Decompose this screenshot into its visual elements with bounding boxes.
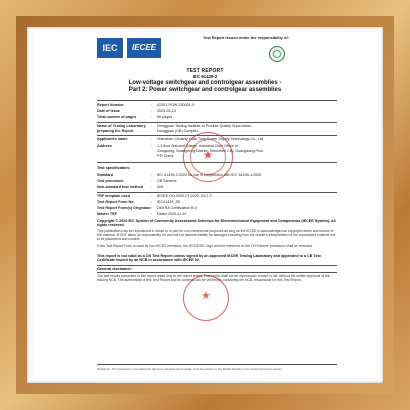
test-report-page: IEC IECEE Test Report issued under the responsibility of: TEST REPORT IEC 61439-2 Low-voltage switchgear and controlgear assemblies - Part 2: Power switchgear and controlgear assemblies Report Number : 02201-POW-230001-X Date of issue : 2023-04-13 Total number of pages : 90 pages Name of Testing Laboratory : Dongguan Testing Institute of Product Quality Supervision- preparing the Report Dongguan (CB) Complex Applicant's name : Shenzhen Chuang Yuan Tong Power Supply Technology Co., Ltd Address : 1-3 floor first and Village, Industrial Zone Office of Gongming, Guangming District, Shenzhen City, Guangdong Prov. P.R.China ★ Test specification: Standard : IEC 61439-2:2020 for use in conjunction with IEC 61439-1:2020 Test procedure : CB Scheme Non-standard test method : N/A TRF template used : IECEE OD-2020-F1:2020, Ed.1.3 Test Report Form No. : IEC61439_2D Test Report Form(s) Originator : DEKRA Certification B.V. Master TRF : Dated 2020-11-10 Copyright © 2020 IEC System of Conformity Assessment Schemes for Electrotechnical Equipment and Components (IECEE System). All rights reserved. This publication may be reproduced in whole or in part for non-commercial purposes as long as the IECEE is acknowledged as copyright owner and source of the material. IECEE takes no responsibility for and will not assume liability for damages resulting from the reader's interpretation of the reproduced material due to its placement and context. If this Test Report Form is used by non-IECEE members, the IECEE/IEC logo and the reference to the CB Scheme procedure shall be removed. This report is not valid as a CB Test Report unless signed by an approved IECEE Testing Laboratory and appended to a CB Test Certificate issued by an NCB in accordance with IECEE 02. General disclaimer: The test results presented in this report relate only to the object tested. This report shall not be reproduced, except in full, without the written approval of the Issuing NCB. The authenticity of this Test Report and its contents can be verified by contacting the NCB, responsible for this Test Report. ★ Disclaimer: This document is controlled and has been released electronically. Only the version on the IECEE Website is the current document version. <box>33 32 377 378</box>
copyright-body: This publication may be reproduced in whole or in part for non-commercial purposes as long as the IECEE is acknowledged as copyright owner and source of the material. IECEE takes no responsibility for and will not assume liability for damages resulting from the reader's interpretation of the reproduced material due to its placement and context. <box>97 229 336 242</box>
divider <box>97 162 337 163</box>
laboratory-seal-icon <box>269 46 285 62</box>
subject-line-1: Low-voltage switchgear and controlgear assemblies - <box>128 80 282 86</box>
second-red-stamp: ★ <box>183 275 229 321</box>
test-specification-heading: Test specification: <box>97 166 131 170</box>
report-title: TEST REPORT <box>186 68 224 74</box>
iecee-logo: IECEE <box>127 38 161 58</box>
divider <box>97 192 337 193</box>
standard-code: IEC 61439-2 <box>192 74 218 79</box>
divider <box>97 272 337 273</box>
official-red-stamp: ★ <box>183 132 233 182</box>
copyright-title: Copyright © 2020 IEC System of Conformity Assessment Schemes for Electrotechnical Equipment and Components (IECEE System). All rights reserved. <box>97 219 336 228</box>
divider <box>97 100 337 101</box>
non-member-note: If this Test Report Form is used by non-IECEE members, the IECEE/IEC logo and the reference to the CB Scheme procedure shall be removed. <box>97 244 313 248</box>
general-disclaimer-heading: General disclaimer: <box>97 267 133 271</box>
footer-disclaimer: Disclaimer: This document is controlled and has been released electronically. Only the version on the IECEE Website is the current document version. <box>97 367 283 371</box>
divider <box>97 265 337 266</box>
issued-under-line: Test Report issued under the responsibility of: <box>203 35 289 40</box>
document-mat <box>27 27 383 383</box>
report-heading <box>33 68 377 94</box>
validity-note: This report is not valid as a CB Test Report unless signed by an approved IECEE Testing Laboratory and appended to a CB Test Certificate issued by an NCB in accordance with IECEE 02. <box>97 254 321 263</box>
divider <box>97 364 337 365</box>
iec-logo: IEC <box>97 38 123 58</box>
general-disclaimer-body: The test results presented in this report relate only to the object tested. This report shall not be reproduced, except in full, without the written approval of the Issuing NCB. The authenticity of this Test Report and its contents can be verified by contacting the NCB, responsible for this Test Report. <box>97 274 330 283</box>
subject-line-2: Part 2: Power switchgear and controlgear assemblies <box>128 87 282 94</box>
divider <box>97 122 337 123</box>
